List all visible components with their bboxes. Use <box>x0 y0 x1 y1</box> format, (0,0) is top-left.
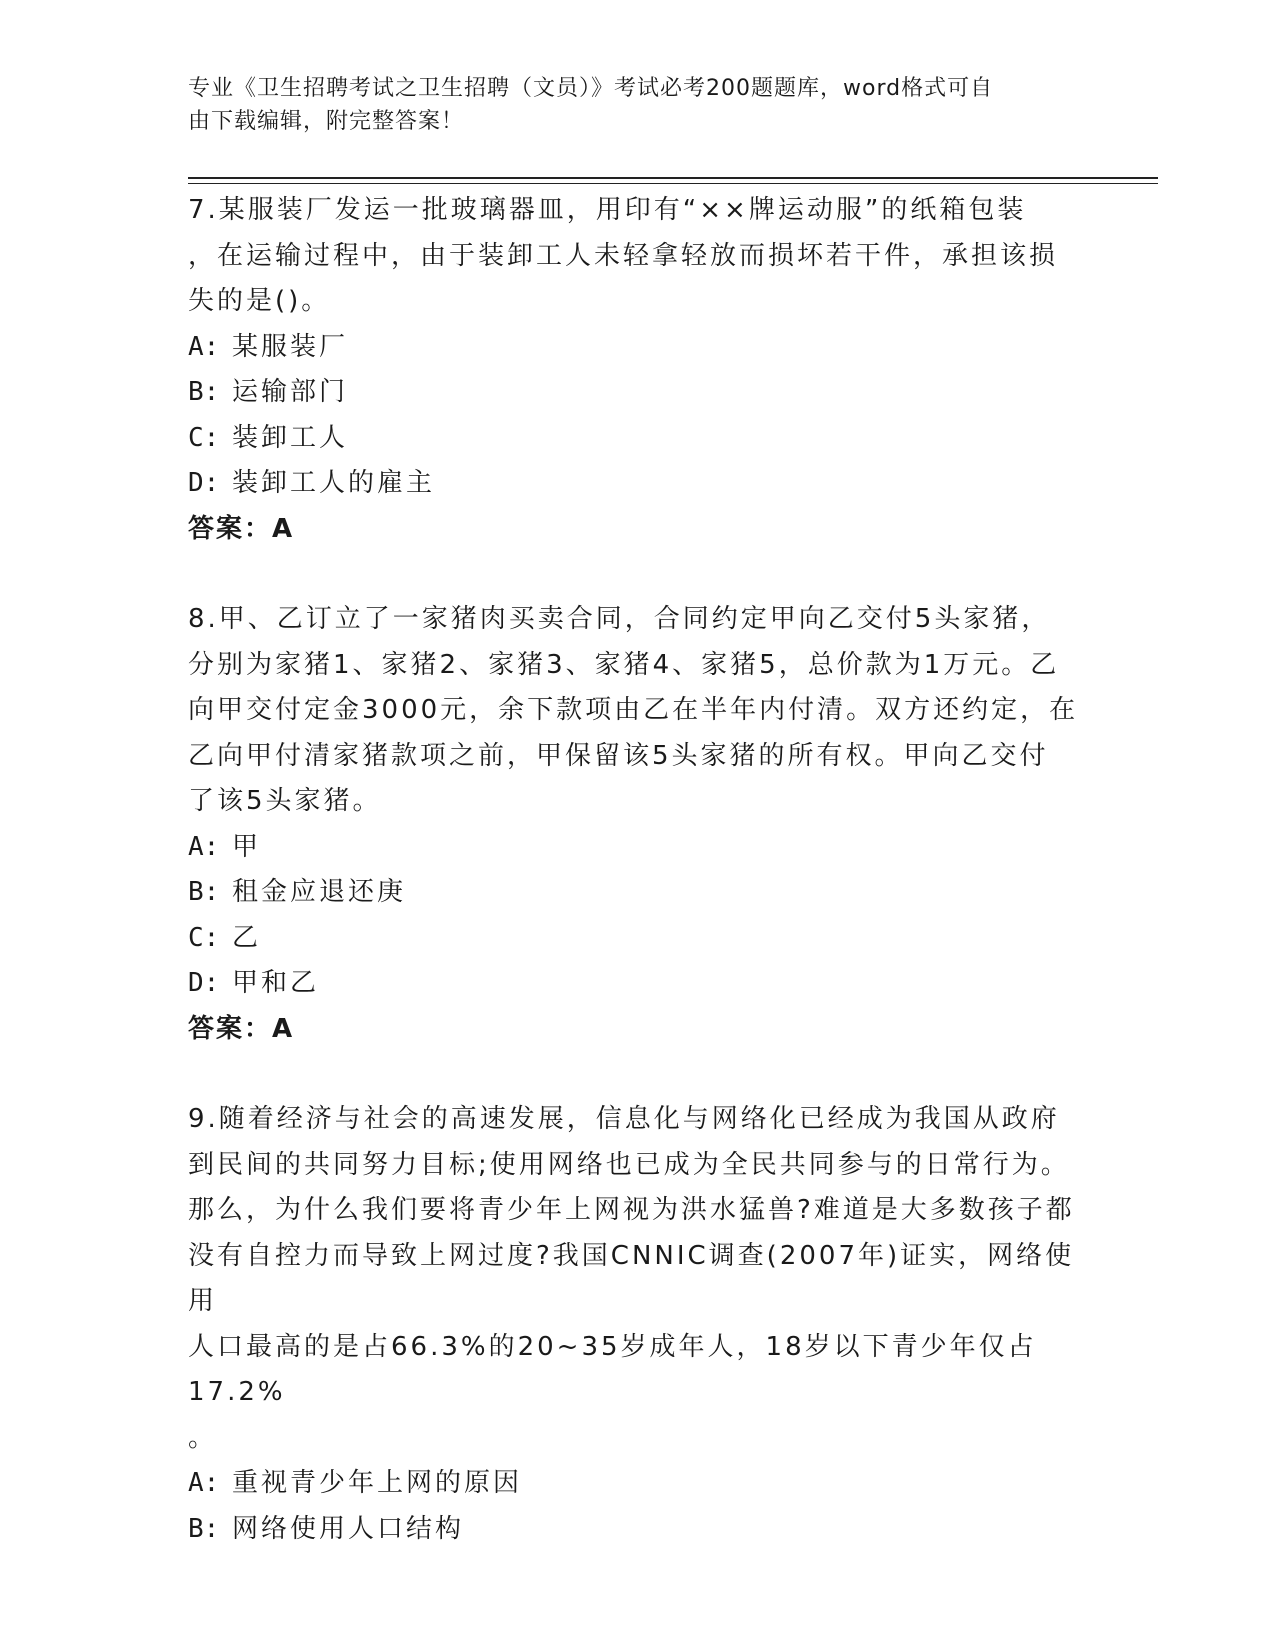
question-list <box>188 188 1088 1597</box>
question-text: 8.甲、乙订立了一家猪肉买卖合同，合同约定甲向乙交付5头家猪， 分别为家猪1、家猪2、家猪3、家猪4、家猪5，总价款为1万元。乙 向甲交付定金3000元，余下款项由乙在半年内付清。双方还约定，在 乙向甲付清家猪款项之前，甲保留该5头家猪的所有权。甲向乙交付 了该5头家猪。 <box>188 604 1079 816</box>
question-text: 7.某服装厂发运一批玻璃器皿，用印有“××牌运动服”的纸箱包装 ，在运输过程中，由于装卸工人未轻拿轻放而损坏若干件，承担该损 失的是()。 <box>188 195 1059 316</box>
option-a <box>188 1461 1088 1507</box>
option-label: 网络使用人口结构 <box>232 1513 465 1544</box>
option-key: C: <box>188 922 220 953</box>
option-label: 甲 <box>232 831 262 862</box>
option-a <box>188 825 1088 871</box>
option-label: 某服装厂 <box>232 331 349 362</box>
option-key: A: <box>188 331 220 362</box>
option-key: D: <box>188 468 220 498</box>
answer-line: 答案：A <box>188 513 295 544</box>
question-8 <box>188 597 1088 1052</box>
document-header <box>188 72 1068 138</box>
option-label: 甲和乙 <box>232 968 320 998</box>
question-7 <box>188 188 1088 552</box>
option-label: 装卸工人的雇主 <box>232 468 436 498</box>
option-key: B: <box>188 1513 220 1544</box>
header-divider-thick <box>188 177 1158 179</box>
option-label: 乙 <box>232 922 262 953</box>
option-label: 重视青少年上网的原因 <box>232 1468 523 1498</box>
option-key: C: <box>188 422 220 453</box>
option-c <box>188 416 1088 462</box>
option-label: 运输部门 <box>232 377 349 407</box>
option-label: 装卸工人 <box>232 422 349 453</box>
answer-line: 答案：A <box>188 1013 295 1044</box>
option-label: 租金应退还庚 <box>232 877 407 907</box>
header-line-2: 由下载编辑，附完整答案！ <box>188 109 465 134</box>
option-a <box>188 325 1088 371</box>
option-key: A: <box>188 1468 220 1498</box>
option-b <box>188 870 1088 916</box>
option-d <box>188 961 1088 1007</box>
option-key: D: <box>188 968 220 998</box>
option-key: B: <box>188 877 220 907</box>
option-c <box>188 916 1088 962</box>
option-key: B: <box>188 377 220 407</box>
option-b <box>188 370 1088 416</box>
question-text: 9.随着经济与社会的高速发展，信息化与网络化已经成为我国从政府 到民间的共同努力目标;使用网络也已成为全民共同参与的日常行为。 那么，为什么我们要将青少年上网视为洪水猛兽?难道是大多数孩子都 没有自控力而导致上网过度?我国CNNIC调查(2007年)证实，网络使用 人口最高的是占66.3%的20~35岁成年人，18岁以下青少年仅占17.2% 。 <box>188 1104 1075 1453</box>
question-9 <box>188 1097 1088 1552</box>
option-d <box>188 461 1088 507</box>
header-divider-thin <box>188 183 1158 184</box>
option-b <box>188 1507 1088 1553</box>
header-line-1: 专业《卫生招聘考试之卫生招聘（文员）》考试必考200题题库，word格式可自 <box>188 76 994 101</box>
option-key: A: <box>188 831 220 862</box>
